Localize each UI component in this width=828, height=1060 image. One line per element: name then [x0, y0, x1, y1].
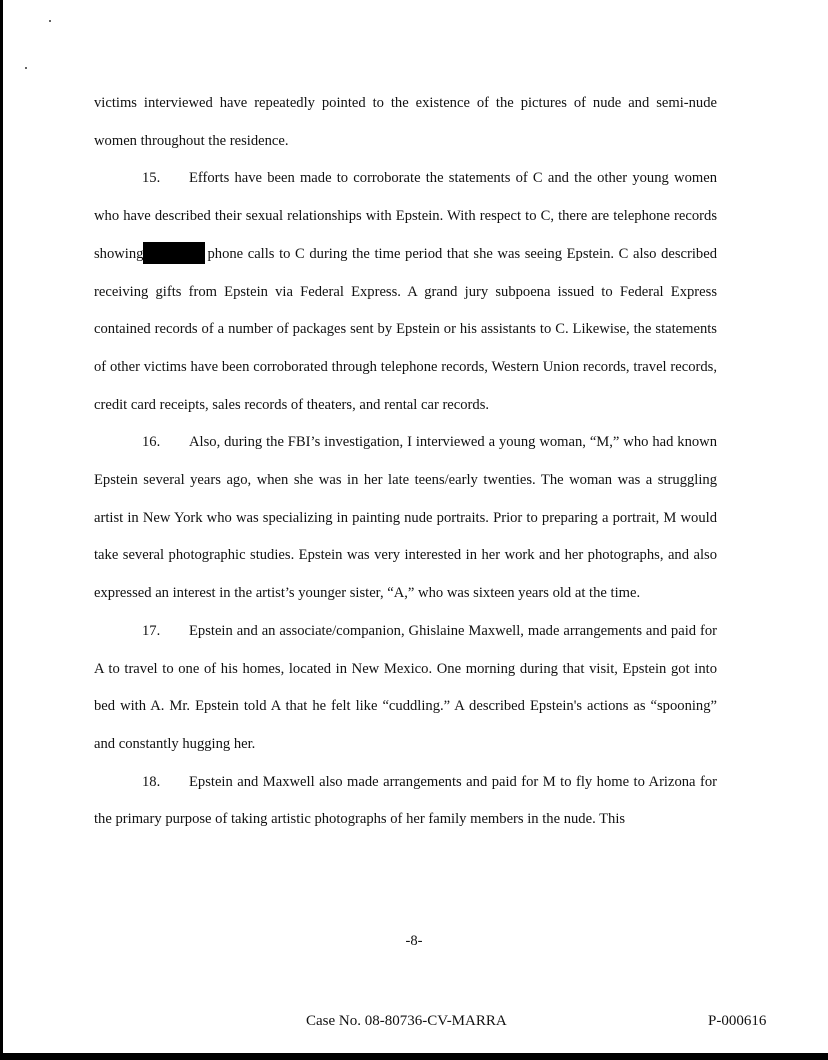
paragraph-18 — [94, 764, 717, 839]
footer-case-number: Case No. 08-80736-CV-MARRA — [306, 1013, 507, 1029]
paragraph-17 — [94, 613, 717, 764]
paragraph-number: 15. — [142, 170, 161, 187]
redaction-block — [143, 242, 205, 264]
continuation-text: victims interviewed have repeatedly pointed to the existence of the pictures of nude and semi-nude women throughout the residence. — [94, 95, 717, 149]
scan-speck — [49, 20, 51, 22]
paragraph-number: 17. — [142, 622, 161, 639]
body-text — [94, 85, 717, 839]
footer-bates-number: P-000616 — [708, 1013, 767, 1029]
paragraph-text: Also, during the FBI’s investigation, I interviewed a young woman, “M,” who had known Epstein several years ago, when she was in her late teens/early twenties. The woman was a struggling artist in New York who was specializing in painting nude portraits. Prior to preparing a portrait, M would take several photographic studies. Epstein was very interested in her work and her photographs, and also expressed an interest in the artist’s younger sister, “A,” who was sixteen years old at the time. — [94, 434, 717, 602]
paragraph-number: 18. — [142, 773, 161, 790]
paragraph-number: 16. — [142, 434, 161, 451]
continuation-paragraph — [94, 85, 717, 160]
paragraph-16 — [94, 424, 717, 613]
paragraph-text: Efforts have been made to corroborate the statements of C and the other young women who have described their sexual relationships with Epstein. With respect to C, there are telephone records showing — [94, 170, 717, 262]
paragraph-15 — [94, 160, 717, 424]
scan-edge-bottom — [0, 1053, 828, 1060]
paragraph-text-continued: phone calls to C during the time period that she was seeing Epstein. C also described receiving gifts from Epstein via Federal Express. A grand jury subpoena issued to Federal Express contained records of a number of packages sent by Epstein or his assistants to C. Likewise, the statements of other victims have been corroborated through telephone records, Western Union records, travel records, credit card receipts, sales records of theaters, and rental car records. — [94, 245, 717, 413]
paragraph-text: Epstein and Maxwell also made arrangements and paid for M to fly home to Arizona for the primary purpose of taking artistic photographs of her family members in the nude. This — [94, 773, 717, 828]
scan-speck — [25, 67, 27, 69]
paragraph-text: Epstein and an associate/companion, Ghislaine Maxwell, made arrangements and paid for A to travel to one of his homes, located in New Mexico. One morning during that visit, Epstein got into bed with A. Mr. Epstein told A that he felt like “cuddling.” A described Epstein's actions as “spooning” and constantly hugging her. — [94, 622, 717, 752]
page-number: -8- — [405, 933, 423, 949]
scan-edge-left — [0, 0, 3, 1060]
